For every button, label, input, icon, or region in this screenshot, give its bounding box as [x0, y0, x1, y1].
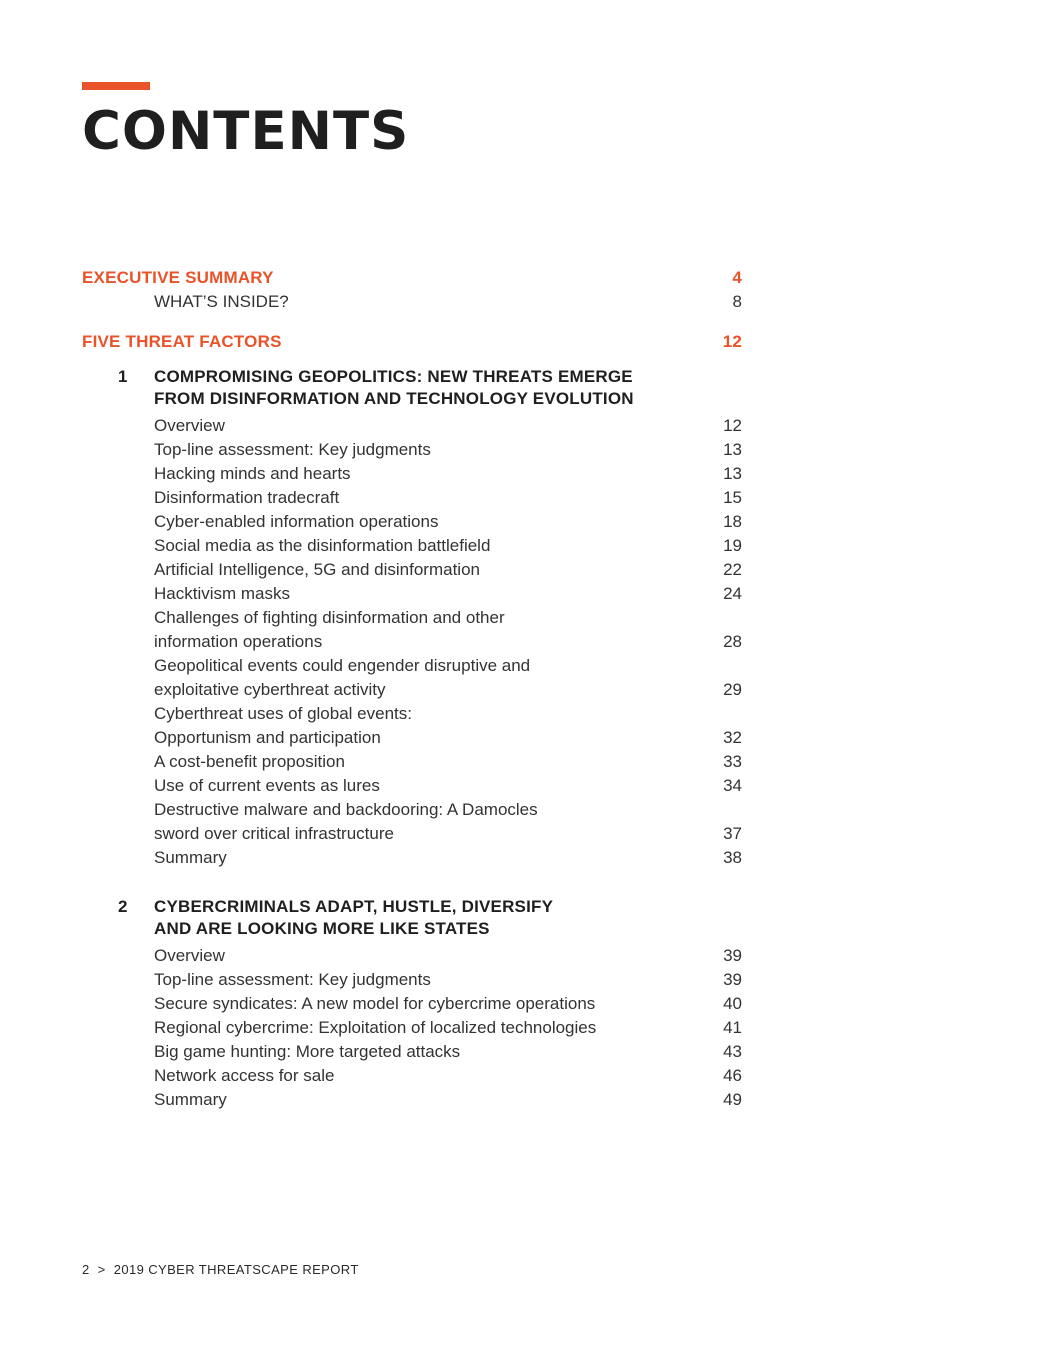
- toc-item-page: 39: [723, 970, 742, 989]
- toc-entry-whats-inside[interactable]: [82, 290, 742, 314]
- title-accent-bar: [82, 82, 150, 90]
- footer-report-name: 2019 CYBER THREATSCAPE REPORT: [113, 1262, 359, 1277]
- toc-entry-page: 4: [732, 268, 742, 287]
- toc-item-label-line: Disinformation tradecraft: [154, 488, 340, 507]
- toc-item-page: 46: [723, 1066, 742, 1085]
- toc-item-label-line: Hacktivism masks: [154, 584, 291, 603]
- toc-item[interactable]: [82, 1040, 742, 1064]
- toc-section-1[interactable]: [82, 366, 742, 410]
- table-of-contents: [82, 266, 742, 1126]
- toc-item-page: 32: [723, 728, 742, 747]
- section-title-line: FROM DISINFORMATION AND TECHNOLOGY EVOLUTION: [154, 389, 634, 408]
- toc-item-label-line: Overview: [154, 946, 225, 965]
- toc-item[interactable]: [82, 1088, 742, 1112]
- toc-item-label-line: Use of current events as lures: [154, 776, 380, 795]
- toc-entry-label: WHAT’S INSIDE?: [154, 292, 289, 311]
- toc-entry-label: EXECUTIVE SUMMARY: [82, 268, 274, 287]
- toc-item-label-line: exploitative cyberthreat activity: [154, 680, 386, 699]
- toc-item-page: 22: [723, 560, 742, 579]
- section-title: [154, 366, 742, 410]
- toc-entry-label: FIVE THREAT FACTORS: [82, 332, 282, 351]
- toc-item-page: 13: [723, 464, 742, 483]
- footer-page-number: 2: [82, 1262, 90, 1277]
- toc-item[interactable]: [82, 414, 742, 438]
- toc-item[interactable]: [82, 486, 742, 510]
- toc-item-label-line: Cyber-enabled information operations: [154, 512, 439, 531]
- toc-item-label-line: A cost-benefit proposition: [154, 752, 345, 771]
- toc-item-page: 37: [723, 824, 742, 843]
- toc-item[interactable]: [82, 654, 742, 702]
- toc-item[interactable]: [82, 750, 742, 774]
- toc-item-label-line: information operations: [154, 632, 323, 651]
- toc-item[interactable]: [82, 582, 742, 606]
- toc-item[interactable]: [82, 606, 742, 654]
- section-number: 1: [118, 367, 128, 386]
- toc-item-label-line: Top-line assessment: Key judgments: [154, 440, 431, 459]
- toc-item-label-line: sword over critical infrastructure: [154, 824, 394, 843]
- toc-item-label-line: Summary: [154, 1090, 227, 1109]
- section-title-line: AND ARE LOOKING MORE LIKE STATES: [154, 919, 490, 938]
- toc-item-label-line: Social media as the disinformation battlefield: [154, 536, 491, 555]
- toc-item-label-line: Geopolitical events could engender disruptive and: [154, 656, 531, 675]
- page-title: CONTENTS: [82, 101, 410, 162]
- toc-item[interactable]: [82, 944, 742, 968]
- toc-entry-page: 8: [732, 292, 742, 311]
- toc-item-label-line: Opportunism and participation: [154, 728, 381, 747]
- toc-item[interactable]: [82, 510, 742, 534]
- toc-item-page: 18: [723, 512, 742, 531]
- section-title: [154, 896, 742, 940]
- toc-item-label-line: Network access for sale: [154, 1066, 335, 1085]
- toc-item[interactable]: [82, 462, 742, 486]
- toc-item-page: 15: [723, 488, 742, 507]
- toc-item-page: 43: [723, 1042, 742, 1061]
- toc-item-page: 19: [723, 536, 742, 555]
- section-number: 2: [118, 897, 128, 916]
- toc-item-label-line: Destructive malware and backdooring: A Damocles: [154, 800, 538, 819]
- page-footer: [82, 1262, 359, 1277]
- toc-item-label-line: Challenges of fighting disinformation and other: [154, 608, 505, 627]
- toc-item[interactable]: [82, 846, 742, 870]
- toc-item-page: 29: [723, 680, 742, 699]
- toc-item-label-line: Hacking minds and hearts: [154, 464, 351, 483]
- toc-item-page: 40: [723, 994, 742, 1013]
- toc-item-label-line: Artificial Intelligence, 5G and disinformation: [154, 560, 480, 579]
- toc-item-label-line: Big game hunting: More targeted attacks: [154, 1042, 461, 1061]
- toc-item-page: 38: [723, 848, 742, 867]
- toc-entry-executive-summary[interactable]: [82, 266, 742, 290]
- toc-item[interactable]: [82, 534, 742, 558]
- toc-item-page: 41: [723, 1018, 742, 1037]
- toc-item-page: 34: [723, 776, 742, 795]
- toc-item-label-line: Top-line assessment: Key judgments: [154, 970, 431, 989]
- toc-item[interactable]: [82, 992, 742, 1016]
- toc-item[interactable]: [82, 1064, 742, 1088]
- toc-item-page: 28: [723, 632, 742, 651]
- toc-entry-page: 12: [722, 332, 742, 351]
- toc-entry-five-threat-factors[interactable]: [82, 330, 742, 354]
- toc-item-label-line: Cyberthreat uses of global events:: [154, 704, 412, 723]
- toc-section-2[interactable]: [82, 896, 742, 940]
- toc-item[interactable]: [82, 774, 742, 798]
- toc-item-label-line: Overview: [154, 416, 225, 435]
- toc-item[interactable]: [82, 558, 742, 582]
- toc-item[interactable]: [82, 702, 742, 750]
- section-title-line: CYBERCRIMINALS ADAPT, HUSTLE, DIVERSIFY: [154, 897, 554, 916]
- toc-item-page: 49: [723, 1090, 742, 1109]
- section-title-line: COMPROMISING GEOPOLITICS: NEW THREATS EMERGE: [154, 367, 633, 386]
- toc-item-label-line: Regional cybercrime: Exploitation of localized technologies: [154, 1018, 597, 1037]
- toc-item[interactable]: [82, 438, 742, 462]
- toc-item-page: 13: [723, 440, 742, 459]
- toc-item-label-line: Summary: [154, 848, 227, 867]
- toc-item-page: 24: [723, 584, 742, 603]
- toc-item-label-line: Secure syndicates: A new model for cybercrime operations: [154, 994, 596, 1013]
- toc-item[interactable]: [82, 968, 742, 992]
- toc-item[interactable]: [82, 1016, 742, 1040]
- toc-sections: [82, 366, 742, 1126]
- toc-item-page: 33: [723, 752, 742, 771]
- toc-item-page: 12: [723, 416, 742, 435]
- toc-item-page: 39: [723, 946, 742, 965]
- footer-separator: >: [97, 1262, 106, 1277]
- toc-item[interactable]: [82, 798, 742, 846]
